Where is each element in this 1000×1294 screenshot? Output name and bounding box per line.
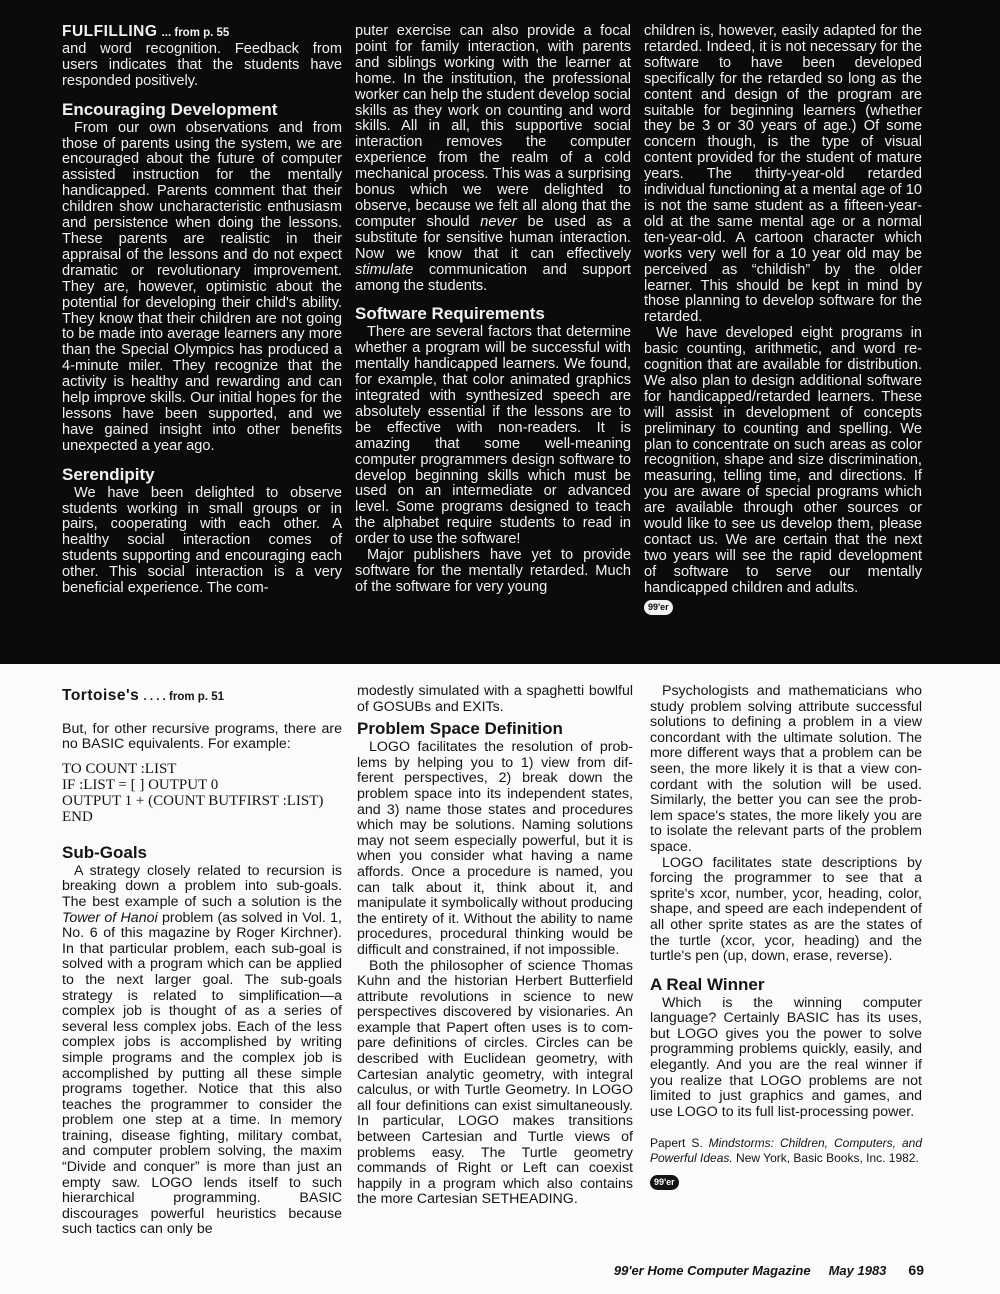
continuation-title: Tortoise's [62, 687, 140, 704]
section-heading: Software Requirements [355, 304, 545, 324]
paragraph: children is, however, easily adapted for the retarded. Indeed, it is not necessary for the software to have been developed specifically for the retarded so long as the content and design of the program are suitable for beginning learners (whether they be 3 or 30 years of age.) Of some concern though, is the type of visual content provided for the student of mature years. The thirty-year-old retarded individual functioning at a mental age of 10 is not the same student as a fifteen-year-old at the same mental age or a normal ten-year-old. A cartoon character which works very well for a 10 year old may be perceived as “childish” by the older learner. This should be kept in mind by those planning to develop software for the retarded. [644, 23, 922, 326]
top-column-1 [62, 24, 342, 597]
paragraph: But, for other recursive programs, there are no BASIC equivalents. For example: [62, 720, 342, 753]
paragraph: We have been delighted to observe students working in small groups or in pairs, cooperating with each other. A healthy social interaction comes of students supporting and encouraging each other. This social interaction is a very beneficial experience. The com- [62, 484, 342, 597]
paragraph: puter exercise can also provide a focal point for family interaction, with parents and siblings working with the learner at home. In the institution, the professional worker can help the student develop social skills as they work on counting and word skills. All in all, this supportive social interaction removes the computer experience from the realm of a cold mechanical process. This was a surprising bonus which we were delighted to observe, because we felt all along that the computer should never be used as a substitute for sensitive human interaction. Now we know that it can effectively stimulate communication and support among the students. [355, 23, 631, 294]
page-number: 69 [908, 1262, 924, 1278]
bottom-column-3 [650, 684, 922, 1190]
bottom-column-1 [62, 688, 342, 1238]
continuation-from: ... from p. 55 [161, 27, 230, 39]
paragraph: Which is the winning computer language? Certainly BASIC has its uses, but LOGO gives you the power to solve programming problems quickly, easily, and elegantly. And you are the real winner if you realize that LOGO problems are not limited to just graphics and games, and use LOGO to its full list-processing power. [650, 994, 922, 1120]
page-footer [596, 1262, 924, 1278]
magazine-end-mark: 99'er [650, 1175, 679, 1190]
code-listing: TO COUNT :LIST IF :LIST = [ ] OUTPUT 0 OUTPUT 1 + (COUNT BUTFIRST :LIST) END [62, 760, 324, 825]
paragraph: Psychologists and mathematicians who study problem solving attribute successful solutions to defining a problem in a view concordant with the ultimate solution. The more different ways that a problem can be seen, the more likely it is that a view concordant with the solution will be used. Similarly, the better you can see the problem space's states, the more likely you are to isolate the relevant parts of the problem space. [650, 683, 922, 855]
paragraph: modestly simulated with a spaghetti bowlful of GOSUBs and EXITs. [357, 683, 633, 715]
issue-date: May 1983 [828, 1263, 887, 1278]
paragraph: A strategy closely related to recursion is breaking down a problem into sub-goals. The best example of such a solution is the Tower of Hanoi problem (as solved in Vol. 1, No. 6 of this magazine by Roger Kirchner). In that particular problem, each sub-goal is solved with a program which can be applied to the next larger goal. The sub-goals strategy is related to simplification—a complex job is thought of as a series of several less complex jobs. Each of the less complex jobs is accomplished by writing simple programs and the complex job is accomplished by putting all these simple programs together. Notice that this also teaches the programmer to consider the problem one step at a time. In memory training, disease fighting, military combat, and computer problem solving, the maxim “Divide and conquer” is more than just an empty saw. LOGO lends itself to such hierarchical programming. BASIC discourages powerful heuristics because such tactics can only be [62, 862, 342, 1238]
continuation-heading [62, 688, 342, 706]
section-heading: Sub-Goals [62, 842, 148, 862]
paragraph: LOGO facilitates state descriptions by forcing the programmer to see that a sprite's xcor, number, ycor, heading, color, shape, and speed are each independent of all other sprite states as are the states of the turtle (xcor, ycor, heading) and the turtle's pen (up, down, erase, reverse). [650, 854, 922, 965]
continuation-from: . . . . from p. 51 [143, 691, 225, 703]
footnote: Papert S. Mindstorms: Children, Computers, and Powerful Ideas. New York, Basic Books, Inc. 1982. [650, 1136, 922, 1166]
section-heading: Encouraging Development [62, 99, 278, 119]
continuation-heading [62, 24, 342, 42]
paragraph: Major publishers have yet to provide software for the mentally retarded. Much of the software for very young [355, 547, 631, 595]
section-heading: Serendipity [62, 464, 155, 484]
magazine-end-mark: 99'er [644, 600, 673, 615]
top-column-2 [355, 24, 631, 596]
magazine-name: 99'er Home Computer Magazine [613, 1263, 811, 1278]
bottom-article-section [0, 664, 1000, 1294]
paragraph: Both the philosopher of science Thomas Kuhn and the historian Herbert Butterfield attribute revolutions in science to new perspectives discovered by visionaries. An example that Papert often uses is to compare definitions of circles. Circles can be described with Euclidean geometry, with Cartesian analytic geometry, with integral calculus, or with Turtle Geometry. In LOGO all four definitions can exist simultaneously. In particular, LOGO makes transitions between Cartesian and Turtle views of problems easy. The Turtle geometry commands of Right or Left can coexist happily in a program which also contains the more Cartesian SETHEADING. [357, 957, 633, 1208]
paragraph: From our own observations and from those of parents using the system, we are encouraged about the future of computer assisted instruction for the mentally handicapped. Parents comment that their children show uncharacteristic enthusiasm and persistence when doing the lessons. These parents are realistic in their appraisal of the lessons and do not expect dramatic or revolutionary improvement. They are, however, optimistic about the potential for developing their child's ability. They know that their children are not going to be made into average learners any more than the Special Olympics has produced a 4-minute miler. They recognize that the activity is healthy and rewarding and can help improve skills. Our initial hopes for the lessons have been supported, and we have gained insight into other benefits unexpected a year ago. [62, 119, 342, 454]
continuation-title: FULFILLING [62, 23, 158, 40]
section-heading: A Real Winner [650, 974, 765, 994]
top-column-3 [644, 24, 922, 615]
paragraph: We have developed eight programs in basic counting, arithmetic, and word recognition that are available for distribution. We also plan to design additional software for handicapped/retarded learners. These will assist in development of concepts preliminary to counting and spelling. We plan to concentrate on such areas as color recognition, shape and size discrimination, measuring, telling time, and directions. If you are aware of special programs which are available through other sources or would like to see us develop them, please contact us. We are certain that the next two years will see the rapid development of software to serve our mentally handicapped children and adults. [644, 325, 922, 596]
paragraph: LOGO facilitates the resolution of problems by helping you to 1) view from different perspectives, 2) break down the problem space into its independent states, and 3) name those states and procedures which may be solutions. Naming solutions may not seem especially powerful, but it is when you consider what having a name affords. Once a procedure is named, you can talk about it, think about it, and manipulate it symbolically without producing the entirety of it. Without the ability to name procedures, procedural thinking would be difficult and constrained, if not impossible. [357, 739, 634, 958]
paragraph: and word recognition. Feedback from users indicates that the students have responded positively. [62, 40, 342, 89]
paragraph: There are several factors that determine whether a program will be successful with mentally handicapped learners. We found, for example, that color animated graphics integrated with synthesized speech are absolutely essential if the lessons are to be effective with non-readers. It is amazing that some well-meaning computer programmers design software to develop beginning skills which must be used on an intermediate or advanced level. Some programs designed to teach the alphabet require students to read in order to use the software! [355, 324, 631, 548]
bottom-column-2 [357, 684, 633, 1208]
section-heading: Problem Space Definition [357, 719, 563, 739]
